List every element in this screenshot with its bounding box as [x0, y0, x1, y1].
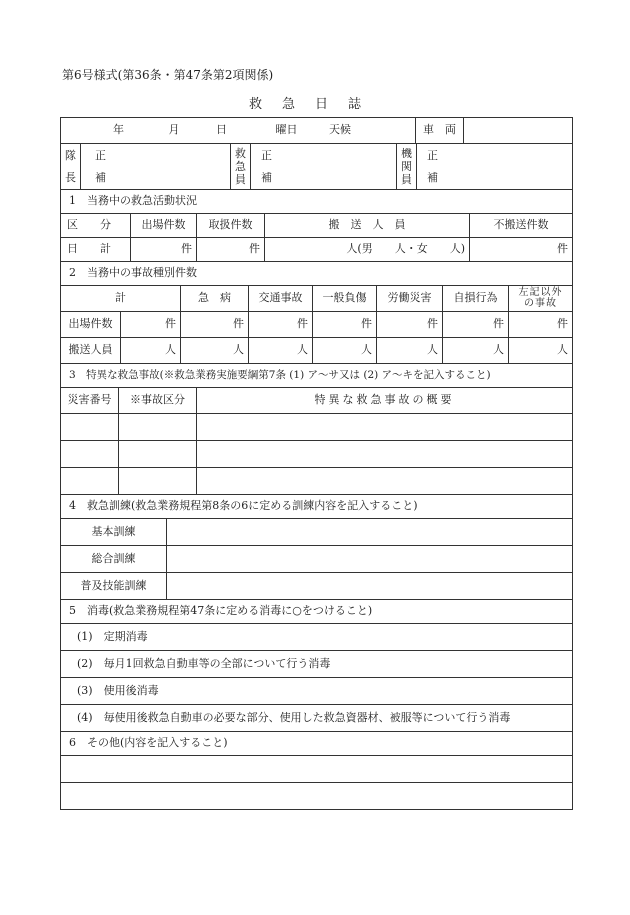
- disinfection-option-every-use[interactable]: (4) 毎使用後救急自動車の必要な部分、使用した救急資器材、被服等について行う消毒: [61, 705, 573, 732]
- dispatch-traffic-field[interactable]: 件: [249, 312, 313, 338]
- category-header: 区 分: [61, 214, 131, 238]
- section-1-table: [60, 189, 573, 262]
- section-3-table: [60, 363, 573, 495]
- incident-number-header: 災害番号: [61, 388, 119, 414]
- date-weather-cell[interactable]: [61, 118, 416, 144]
- outreach-training-field[interactable]: [167, 573, 573, 600]
- incident-summary-field[interactable]: [197, 441, 573, 468]
- date-row-table: [60, 117, 573, 144]
- non-transport-field[interactable]: 件: [470, 238, 573, 262]
- basic-training-field[interactable]: [167, 519, 573, 546]
- section-2-table: [60, 261, 573, 364]
- incident-summary-field[interactable]: [197, 468, 573, 495]
- transported-total-field[interactable]: 人: [121, 338, 181, 364]
- weekday-label: 曜日: [275, 123, 298, 137]
- dispatch-other-field[interactable]: 件: [509, 312, 573, 338]
- year-label: 年: [113, 123, 124, 137]
- transported-traffic-field[interactable]: 人: [249, 338, 313, 364]
- engineer-assistant: 補: [427, 170, 438, 184]
- dispatch-count-header: 出場件数: [131, 214, 197, 238]
- self-harm-header: 自損行為: [443, 286, 509, 312]
- dispatch-count-field[interactable]: 件: [131, 238, 197, 262]
- section-3-title: 3 特異な救急事故(※救急業務実施要綱第7条 (1) ア～サ又は (2) ア～キを記入すること): [61, 364, 573, 388]
- transported-persons-header: 搬 送 人 員: [265, 214, 470, 238]
- section-6-title: 6 その他(内容を記入すること): [61, 732, 573, 756]
- other-notes-line[interactable]: [61, 756, 573, 783]
- weather-label: 天候: [329, 123, 351, 137]
- traffic-accident-header: 交通事故: [249, 286, 313, 312]
- transported-row-label: 搬送人員: [61, 338, 121, 364]
- accident-category-field[interactable]: [119, 468, 197, 495]
- dispatch-injury-field[interactable]: 件: [313, 312, 377, 338]
- section-5-table: [60, 599, 573, 732]
- section-4-title: 4 救急訓練(救急業務規程第8条の6に定める訓練内容を記入すること): [61, 495, 573, 519]
- section-6-table: [60, 731, 573, 810]
- accident-category-field[interactable]: [119, 414, 197, 441]
- disinfection-option-periodic[interactable]: (1) 定期消毒: [61, 624, 573, 651]
- incident-number-field[interactable]: [61, 468, 119, 495]
- transported-selfharm-field[interactable]: 人: [443, 338, 509, 364]
- general-injury-header: 一般負傷: [313, 286, 377, 312]
- handled-count-field[interactable]: 件: [197, 238, 265, 262]
- section-4-table: [60, 494, 573, 600]
- captain-assistant: 補: [95, 170, 106, 184]
- accident-category-header: ※事故区分: [119, 388, 197, 414]
- dispatch-count-row-label: 出場件数: [61, 312, 121, 338]
- crew-assistant: 補: [261, 170, 272, 184]
- incident-summary-field[interactable]: [197, 414, 573, 441]
- transported-persons-field[interactable]: 人(男 人・女 人): [265, 238, 470, 262]
- captain-names[interactable]: [81, 144, 231, 190]
- section-2-title: 2 当務中の事故種別件数: [61, 262, 573, 286]
- dispatch-selfharm-field[interactable]: 件: [443, 312, 509, 338]
- comprehensive-training-label: 総合訓練: [61, 546, 167, 573]
- crew-label: 救急員: [231, 144, 251, 190]
- ambulance-log-form: [60, 117, 572, 810]
- daily-total-label: 日 計: [61, 238, 131, 262]
- vehicle-label: 車 両: [416, 118, 464, 144]
- engineer-label: 機関員: [397, 144, 417, 190]
- captain-label: 隊長: [61, 144, 81, 190]
- day-label: 日: [216, 123, 227, 137]
- engineer-primary: 正: [427, 148, 438, 162]
- vehicle-field[interactable]: [464, 118, 573, 144]
- captain-primary: 正: [95, 148, 106, 162]
- other-notes-line[interactable]: [61, 783, 573, 810]
- special-incident-summary-header: 特異な救急事故の概要: [197, 388, 573, 414]
- document-title: 救急日誌: [248, 97, 381, 112]
- workplace-accident-header: 労働災害: [377, 286, 443, 312]
- accident-category-field[interactable]: [119, 441, 197, 468]
- basic-training-label: 基本訓練: [61, 519, 167, 546]
- comprehensive-training-field[interactable]: [167, 546, 573, 573]
- staff-table: [60, 143, 573, 190]
- dispatch-workplace-field[interactable]: 件: [377, 312, 443, 338]
- transported-illness-field[interactable]: 人: [181, 338, 249, 364]
- disinfection-option-after-use[interactable]: (3) 使用後消毒: [61, 678, 573, 705]
- transported-other-field[interactable]: 人: [509, 338, 573, 364]
- crew-primary: 正: [261, 148, 272, 162]
- disinfection-option-monthly[interactable]: (2) 毎月1回救急自動車等の全部について行う消毒: [61, 651, 573, 678]
- form-number: 第6号様式(第36条・第47条第2項関係): [62, 68, 274, 82]
- engineer-names[interactable]: [417, 144, 573, 190]
- other-accidents-header: 左記以外の事故: [509, 286, 573, 312]
- illness-header: 急 病: [181, 286, 249, 312]
- crew-names[interactable]: [251, 144, 397, 190]
- transported-injury-field[interactable]: 人: [313, 338, 377, 364]
- incident-number-field[interactable]: [61, 414, 119, 441]
- section-1-title: 1 当務中の救急活動状況: [61, 190, 573, 214]
- transported-workplace-field[interactable]: 人: [377, 338, 443, 364]
- handled-count-header: 取扱件数: [197, 214, 265, 238]
- section-5-title: 5 消毒(救急業務規程第47条に定める消毒に○をつけること): [61, 600, 573, 624]
- total-header: 計: [61, 286, 181, 312]
- dispatch-total-field[interactable]: 件: [121, 312, 181, 338]
- incident-number-field[interactable]: [61, 441, 119, 468]
- dispatch-illness-field[interactable]: 件: [181, 312, 249, 338]
- outreach-training-label: 普及技能訓練: [61, 573, 167, 600]
- non-transport-header: 不搬送件数: [470, 214, 573, 238]
- month-label: 月: [168, 123, 180, 137]
